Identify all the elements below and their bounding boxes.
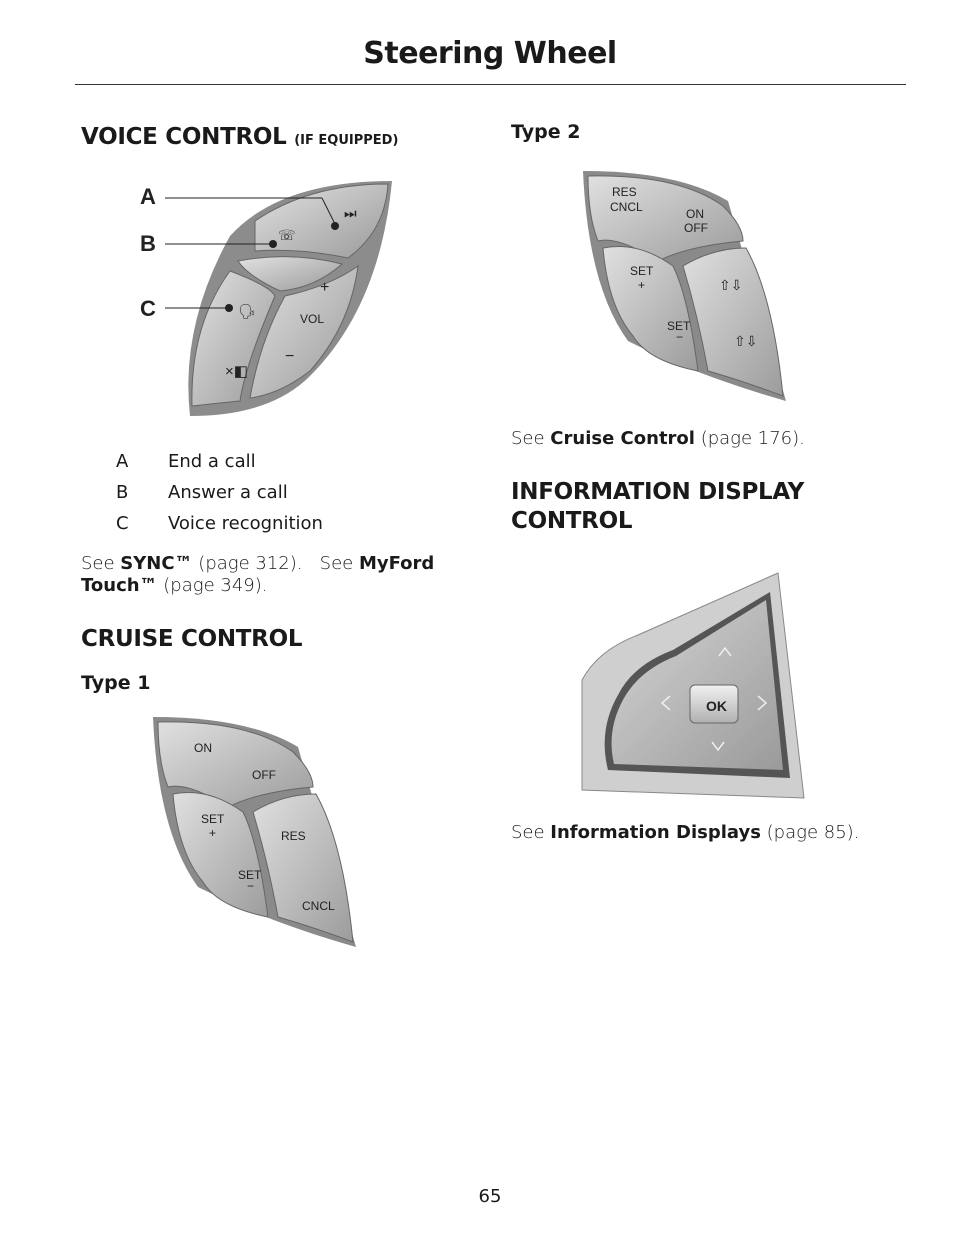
on-label: ON: [194, 741, 212, 755]
set-plus-sign: +: [209, 826, 217, 840]
cruise-control-heading: CRUISE CONTROL: [81, 626, 303, 652]
voice-control-heading: VOICE CONTROL (IF EQUIPPED): [81, 124, 399, 150]
page-title: Steering Wheel: [363, 36, 617, 71]
info-display-figure: [578, 570, 810, 802]
set-plus-label: SET: [630, 264, 654, 278]
cruise-type2-figure: [578, 166, 793, 411]
voice-recognition-icon: 🗣: [238, 303, 256, 319]
type2-heading: Type 2: [511, 121, 581, 143]
set-minus-sign: −: [676, 330, 684, 344]
ok-button-label: OK: [706, 698, 727, 714]
touch-link[interactable]: Touch™: [81, 575, 158, 596]
set-minus-label: SET: [667, 319, 691, 333]
end-call-icon: ⏭: [344, 205, 357, 221]
callout-b: B: [140, 231, 156, 256]
res-label: RES: [612, 185, 637, 199]
callout-c: C: [140, 296, 156, 321]
cncl-label: CNCL: [302, 899, 335, 913]
answer-call-icon: ☏: [278, 227, 296, 243]
off-label: OFF: [684, 221, 708, 235]
voice-see-also: See SYNC™ (page 312). See MyFord Touch™ (page 349).: [81, 553, 435, 596]
cruise-type1-figure: [148, 712, 363, 957]
type1-heading: Type 1: [81, 672, 151, 694]
cruise-control-link[interactable]: Cruise Control: [550, 428, 695, 449]
vol-label: VOL: [300, 312, 325, 326]
set-minus-sign: −: [247, 879, 255, 893]
myford-link[interactable]: MyFord: [358, 553, 435, 574]
cncl-label: CNCL: [610, 200, 643, 214]
callout-a: A: [140, 184, 156, 209]
title-rule: [75, 84, 906, 85]
set-plus-sign: +: [638, 278, 646, 292]
on-label: ON: [686, 207, 704, 221]
information-displays-link[interactable]: Information Displays: [550, 822, 761, 843]
accel-arrows-icon: ⇧⇩: [719, 277, 743, 293]
if-equipped-note: (IF EQUIPPED): [294, 133, 399, 148]
info-see-also: See Information Displays (page 85).: [511, 822, 860, 843]
res-label: RES: [281, 829, 306, 843]
off-label: OFF: [252, 768, 276, 782]
voice-control-figure: [130, 176, 400, 421]
vol-plus-label: +: [320, 279, 330, 296]
mute-icon: ×◧: [225, 363, 248, 380]
info-display-heading: INFORMATION DISPLAY CONTROL: [511, 479, 805, 534]
page-number: 65: [478, 1186, 502, 1207]
set-plus-label: SET: [201, 812, 225, 826]
set-minus-label: SET: [238, 868, 262, 882]
cruise-see-also: See Cruise Control (page 176).: [511, 428, 805, 449]
vol-minus-label: −: [285, 348, 295, 365]
sync-link[interactable]: SYNC™: [120, 553, 193, 574]
gap-arrows-icon: ⇧⇩: [734, 333, 758, 349]
